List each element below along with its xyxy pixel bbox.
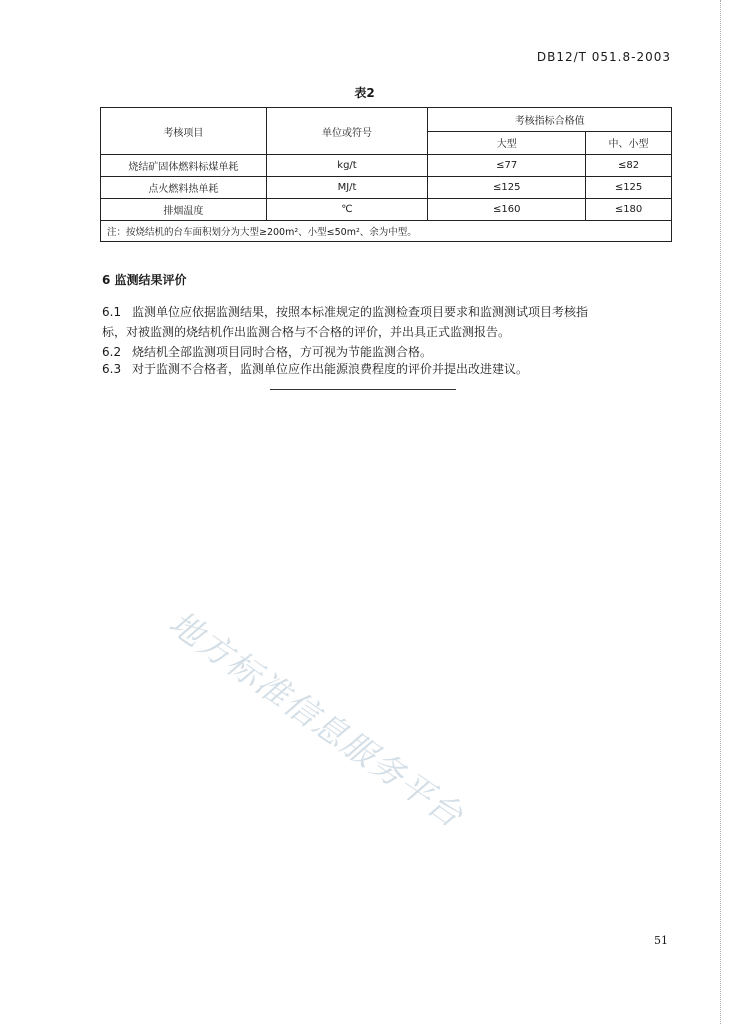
clause-number: 6.2: [102, 345, 122, 359]
clause-number: 6.1: [102, 305, 122, 319]
table-title: 表2: [354, 86, 375, 100]
watermark: 地方标准信息服务平台: [162, 602, 472, 836]
clause-6-1: [102, 302, 674, 342]
section-heading: 6 监测结果评价: [102, 273, 187, 287]
table-note: 注：按烧结机的台车面积划分为大型≥200m²、小型≤50m²、余为中型。: [101, 221, 672, 242]
index-table: [100, 107, 672, 242]
cell-item: 烧结矿固体燃料标煤单耗: [101, 155, 267, 177]
table-row: [101, 155, 672, 177]
scan-edge-marks: [720, 0, 721, 1024]
clause-number: 6.3: [102, 362, 122, 376]
cell-unit: kg/t: [266, 155, 428, 177]
header-large: 大型: [428, 131, 586, 155]
cell-item: 点火燃料热单耗: [101, 177, 267, 199]
page-number: 51: [654, 934, 668, 947]
cell-medium-small: ≤82: [586, 155, 672, 177]
cell-large: ≤125: [428, 177, 586, 199]
clause-text: 对于监测不合格者，监测单位应作出能源浪费程度的评价并提出改进建议。: [132, 362, 529, 376]
header-group: 考核指标合格值: [428, 108, 672, 132]
cell-medium-small: ≤125: [586, 177, 672, 199]
cell-unit: ℃: [266, 199, 428, 221]
cell-medium-small: ≤180: [586, 199, 672, 221]
header-unit: 单位或符号: [266, 108, 428, 155]
document-id: DB12/T 051.8-2003: [536, 50, 671, 64]
cell-item: 排烟温度: [101, 199, 267, 221]
table-row: [101, 199, 672, 221]
cell-unit: MJ/t: [266, 177, 428, 199]
table-row: [101, 177, 672, 199]
cell-large: ≤160: [428, 199, 586, 221]
clause-6-3: [102, 359, 674, 379]
clause-text-continued: 标，对被监测的烧结机作出监测合格与不合格的评价，并出具正式监测报告。: [102, 325, 511, 339]
clause-text: 烧结机全部监测项目同时合格，方可视为节能监测合格。: [132, 345, 433, 359]
clause-text: 监测单位应依据监测结果，按照本标准规定的监测检查项目要求和监测测试项目考核指: [132, 305, 589, 319]
table-note-row: [101, 221, 672, 242]
table-header-row: [101, 108, 672, 132]
header-medium-small: 中、小型: [586, 131, 672, 155]
end-divider: [270, 389, 456, 390]
header-item: 考核项目: [101, 108, 267, 155]
cell-large: ≤77: [428, 155, 586, 177]
